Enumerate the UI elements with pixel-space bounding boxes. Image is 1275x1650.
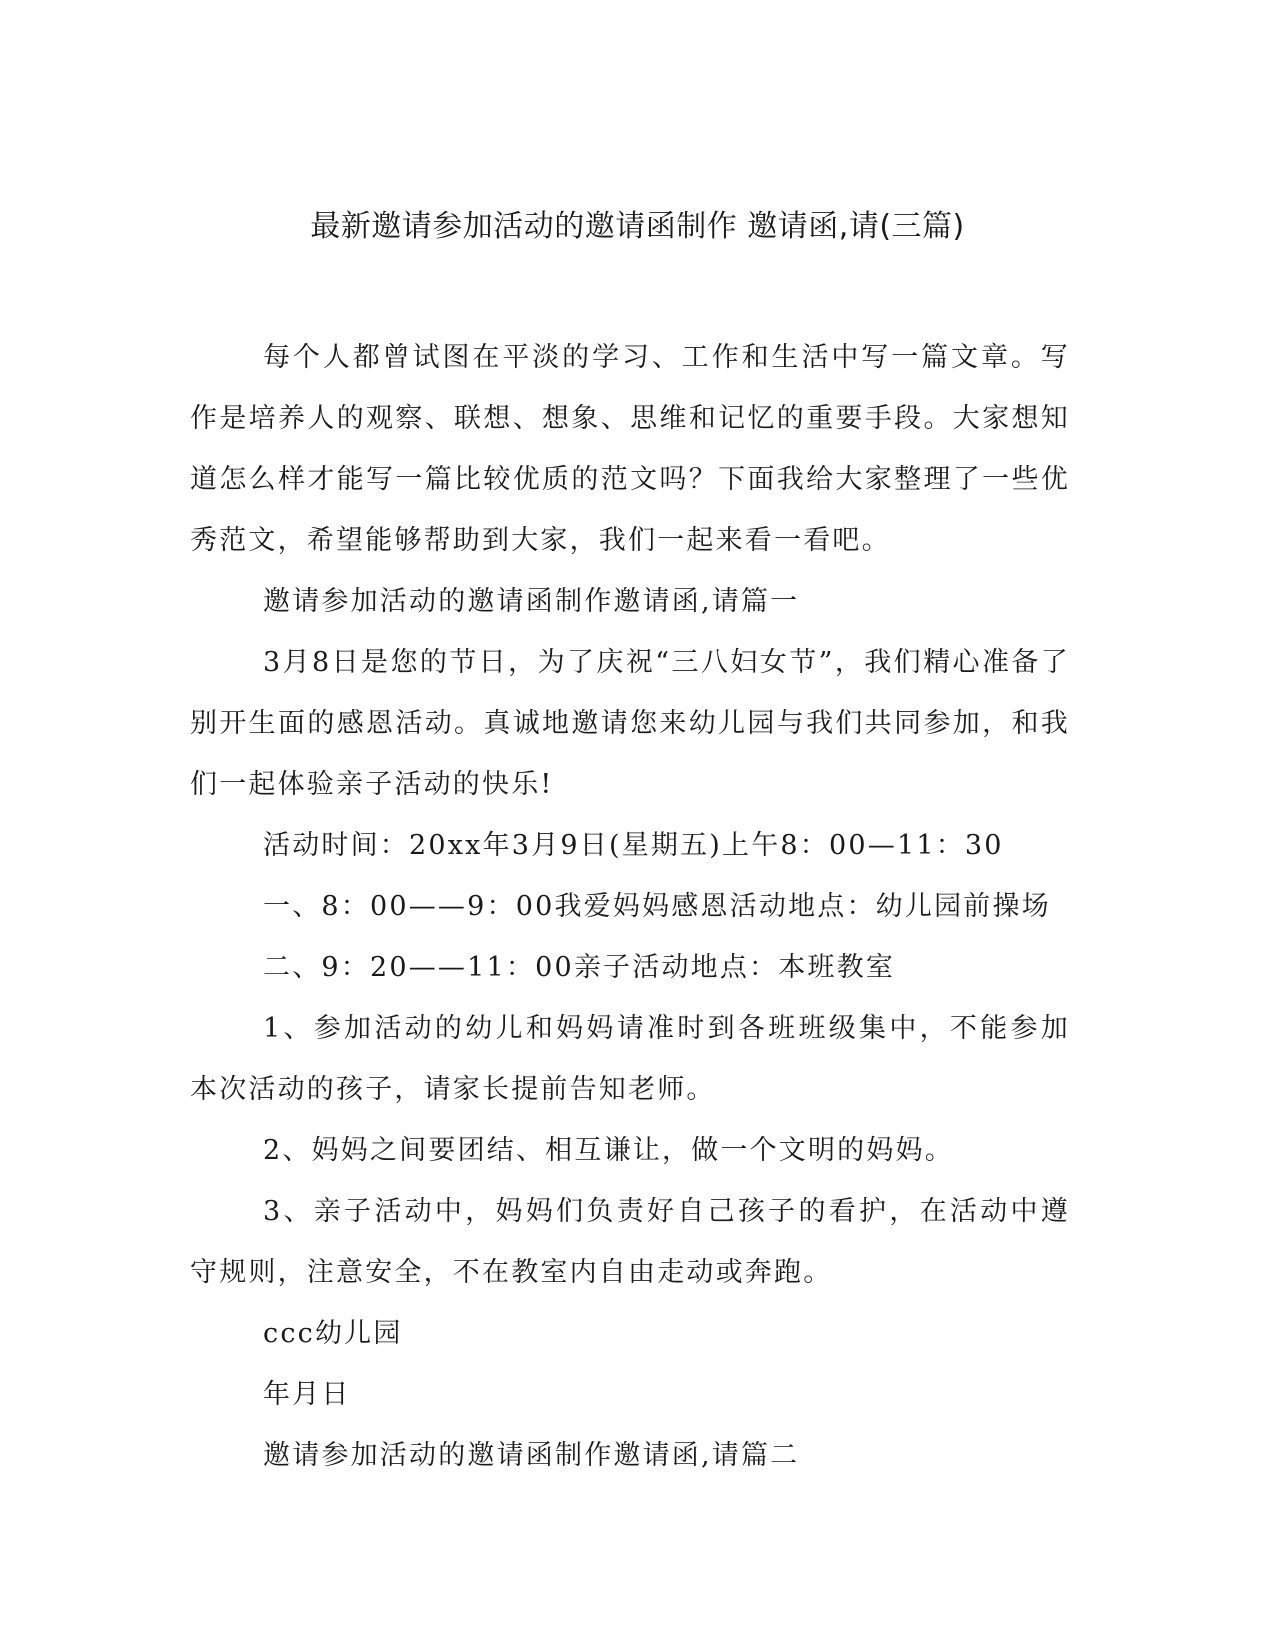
signature-organization: ccc幼儿园 <box>263 1318 403 1349</box>
document-body <box>190 327 1070 1486</box>
section-heading-2: 邀请参加活动的邀请函制作邀请函,请篇二 <box>263 1440 800 1471</box>
invitation-paragraph: 3月8日是您的节日，为了庆祝“三八妇女节”，我们精心准备了别开生面的感恩活动。真诚地邀请您来幼儿园与我们共同参加，和我们一起体验亲子活动的快乐! <box>190 647 1070 800</box>
intro-paragraph: 每个人都曾试图在平淡的学习、工作和生活中写一篇文章。写作是培养人的观察、联想、想象、思维和记忆的重要手段。大家想知道怎么样才能写一篇比较优质的范文吗？下面我给大家整理了一些优秀范文，希望能够帮助到大家，我们一起来看一看吧。 <box>190 342 1070 556</box>
schedule-item-2: 二、9：20——11：00亲子活动地点：本班教室 <box>263 952 896 983</box>
section-heading-1: 邀请参加活动的邀请函制作邀请函,请篇一 <box>263 586 800 617</box>
notice-item-3: 3、亲子活动中，妈妈们负责好自己孩子的看护，在活动中遵守规则，注意安全，不在教室内自由走动或奔跑。 <box>190 1196 1070 1288</box>
notice-item-2: 2、妈妈之间要团结、相互谦让，做一个文明的妈妈。 <box>263 1135 954 1166</box>
document-title: 最新邀请参加活动的邀请函制作 邀请函,请(三篇) <box>310 209 965 244</box>
schedule-item-1: 一、8：00——9：00我爱妈妈感恩活动地点：幼儿园前操场 <box>263 891 1051 922</box>
notice-item-1: 1、参加活动的幼儿和妈妈请准时到各班班级集中，不能参加本次活动的孩子，请家长提前告知老师。 <box>190 1013 1070 1105</box>
signature-date: 年月日 <box>263 1379 351 1410</box>
event-time: 活动时间：20xx年3月9日(星期五)上午8：00—11：30 <box>263 830 1004 861</box>
